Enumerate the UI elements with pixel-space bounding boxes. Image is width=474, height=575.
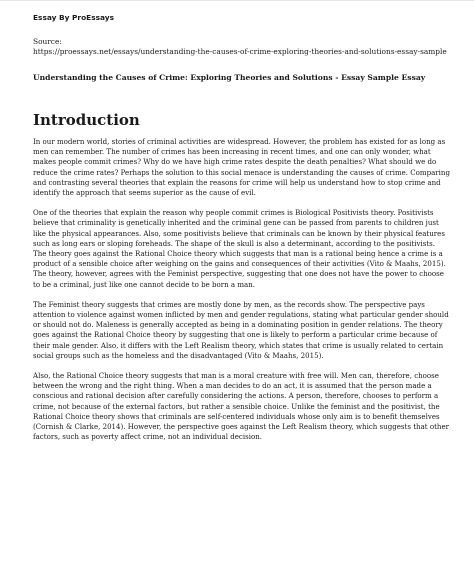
source-block	[33, 37, 450, 57]
source-url-link[interactable]: https://proessays.net/essays/understanding-the-causes-of-crime-exploring-theories-and-solutions-essay-sample	[33, 47, 447, 56]
paragraph-4: Also, the Rational Choice theory suggests that man is a moral creature with free will. Men can, therefore, choose between the wrong and the right thing. When a man decides to do an act, it is assumed that the person made a conscious and rational decision after carefully considering the actions. A person, therefore, chooses to perform a crime, not because of the external factors, but rather a sensible choice. Unlike the feminist and the positivist, the Rational Choice theory shows that criminals are self-centered individuals whose only aim is to benefit themselves (Cornish & Clarke, 2014). However, the perspective goes against the Left Realism theory, which suggests that other factors, such as poverty affect crime, not an individual decision.	[33, 371, 449, 442]
source-label: Source:	[33, 37, 62, 46]
paragraph-1: In our modern world, stories of criminal activities are widespread. However, the problem has existed for as long as men can remember. The number of crimes has been increasing in recent times, and one can only wonder, what makes people commit crimes? Why do we have high crime rates despite the death penalties? What should we do reduce the crime rates? Perhaps the solution to this social menace is understanding the causes of crime. Comparing and contrasting several theories that explain the reasons for crime will help us understand how to stop crime and identify the approach that seems superior as the cause of evil.	[33, 137, 450, 198]
paragraph-2: One of the theories that explain the reason why people commit crimes is Biological Positivists theory. Positivists believe that criminality is genetically inherited and the criminal gene can be passed from parents to children just like the physical appearances. Also, some positivists believe that criminals can be known by their physical features such as long ears or sloping foreheads. The shape of the skull is also a determinant, according to the positivists. The theory goes against the Rational Choice theory which suggests that man is a rational being hence a crime is a product of a sensible choice after weighing on the gains and consequences of their activities (Vito & Maahs, 2015). The theory, however, agrees with the Feminist perspective, suggesting that one does not have the power to choose to be a criminal, just like one cannot decide to be born a man.	[33, 208, 446, 289]
document-title: Understanding the Causes of Crime: Exploring Theories and Solutions - Essay Sample Essay	[33, 73, 426, 82]
paragraph-3: The Feminist theory suggests that crimes are mostly done by men, as the records show. The perspective pays attention to violence against women inflicted by men and gender regulations, stating what particular gender should or should not do. Maleness is generally accepted as being in a dominating position in gender relations. The theory goes against the Rational Choice theory by suggesting that one is likely to perform a particular crime because of their male gender. Also, it differs with the Left Realism theory, which states that crime is usually related to certain social groups such as the homeless and the disadvantaged (Vito & Maahs, 2015).	[33, 299, 449, 360]
header-brand: Essay By ProEssays	[33, 13, 114, 22]
section-heading: Introduction	[33, 111, 140, 129]
